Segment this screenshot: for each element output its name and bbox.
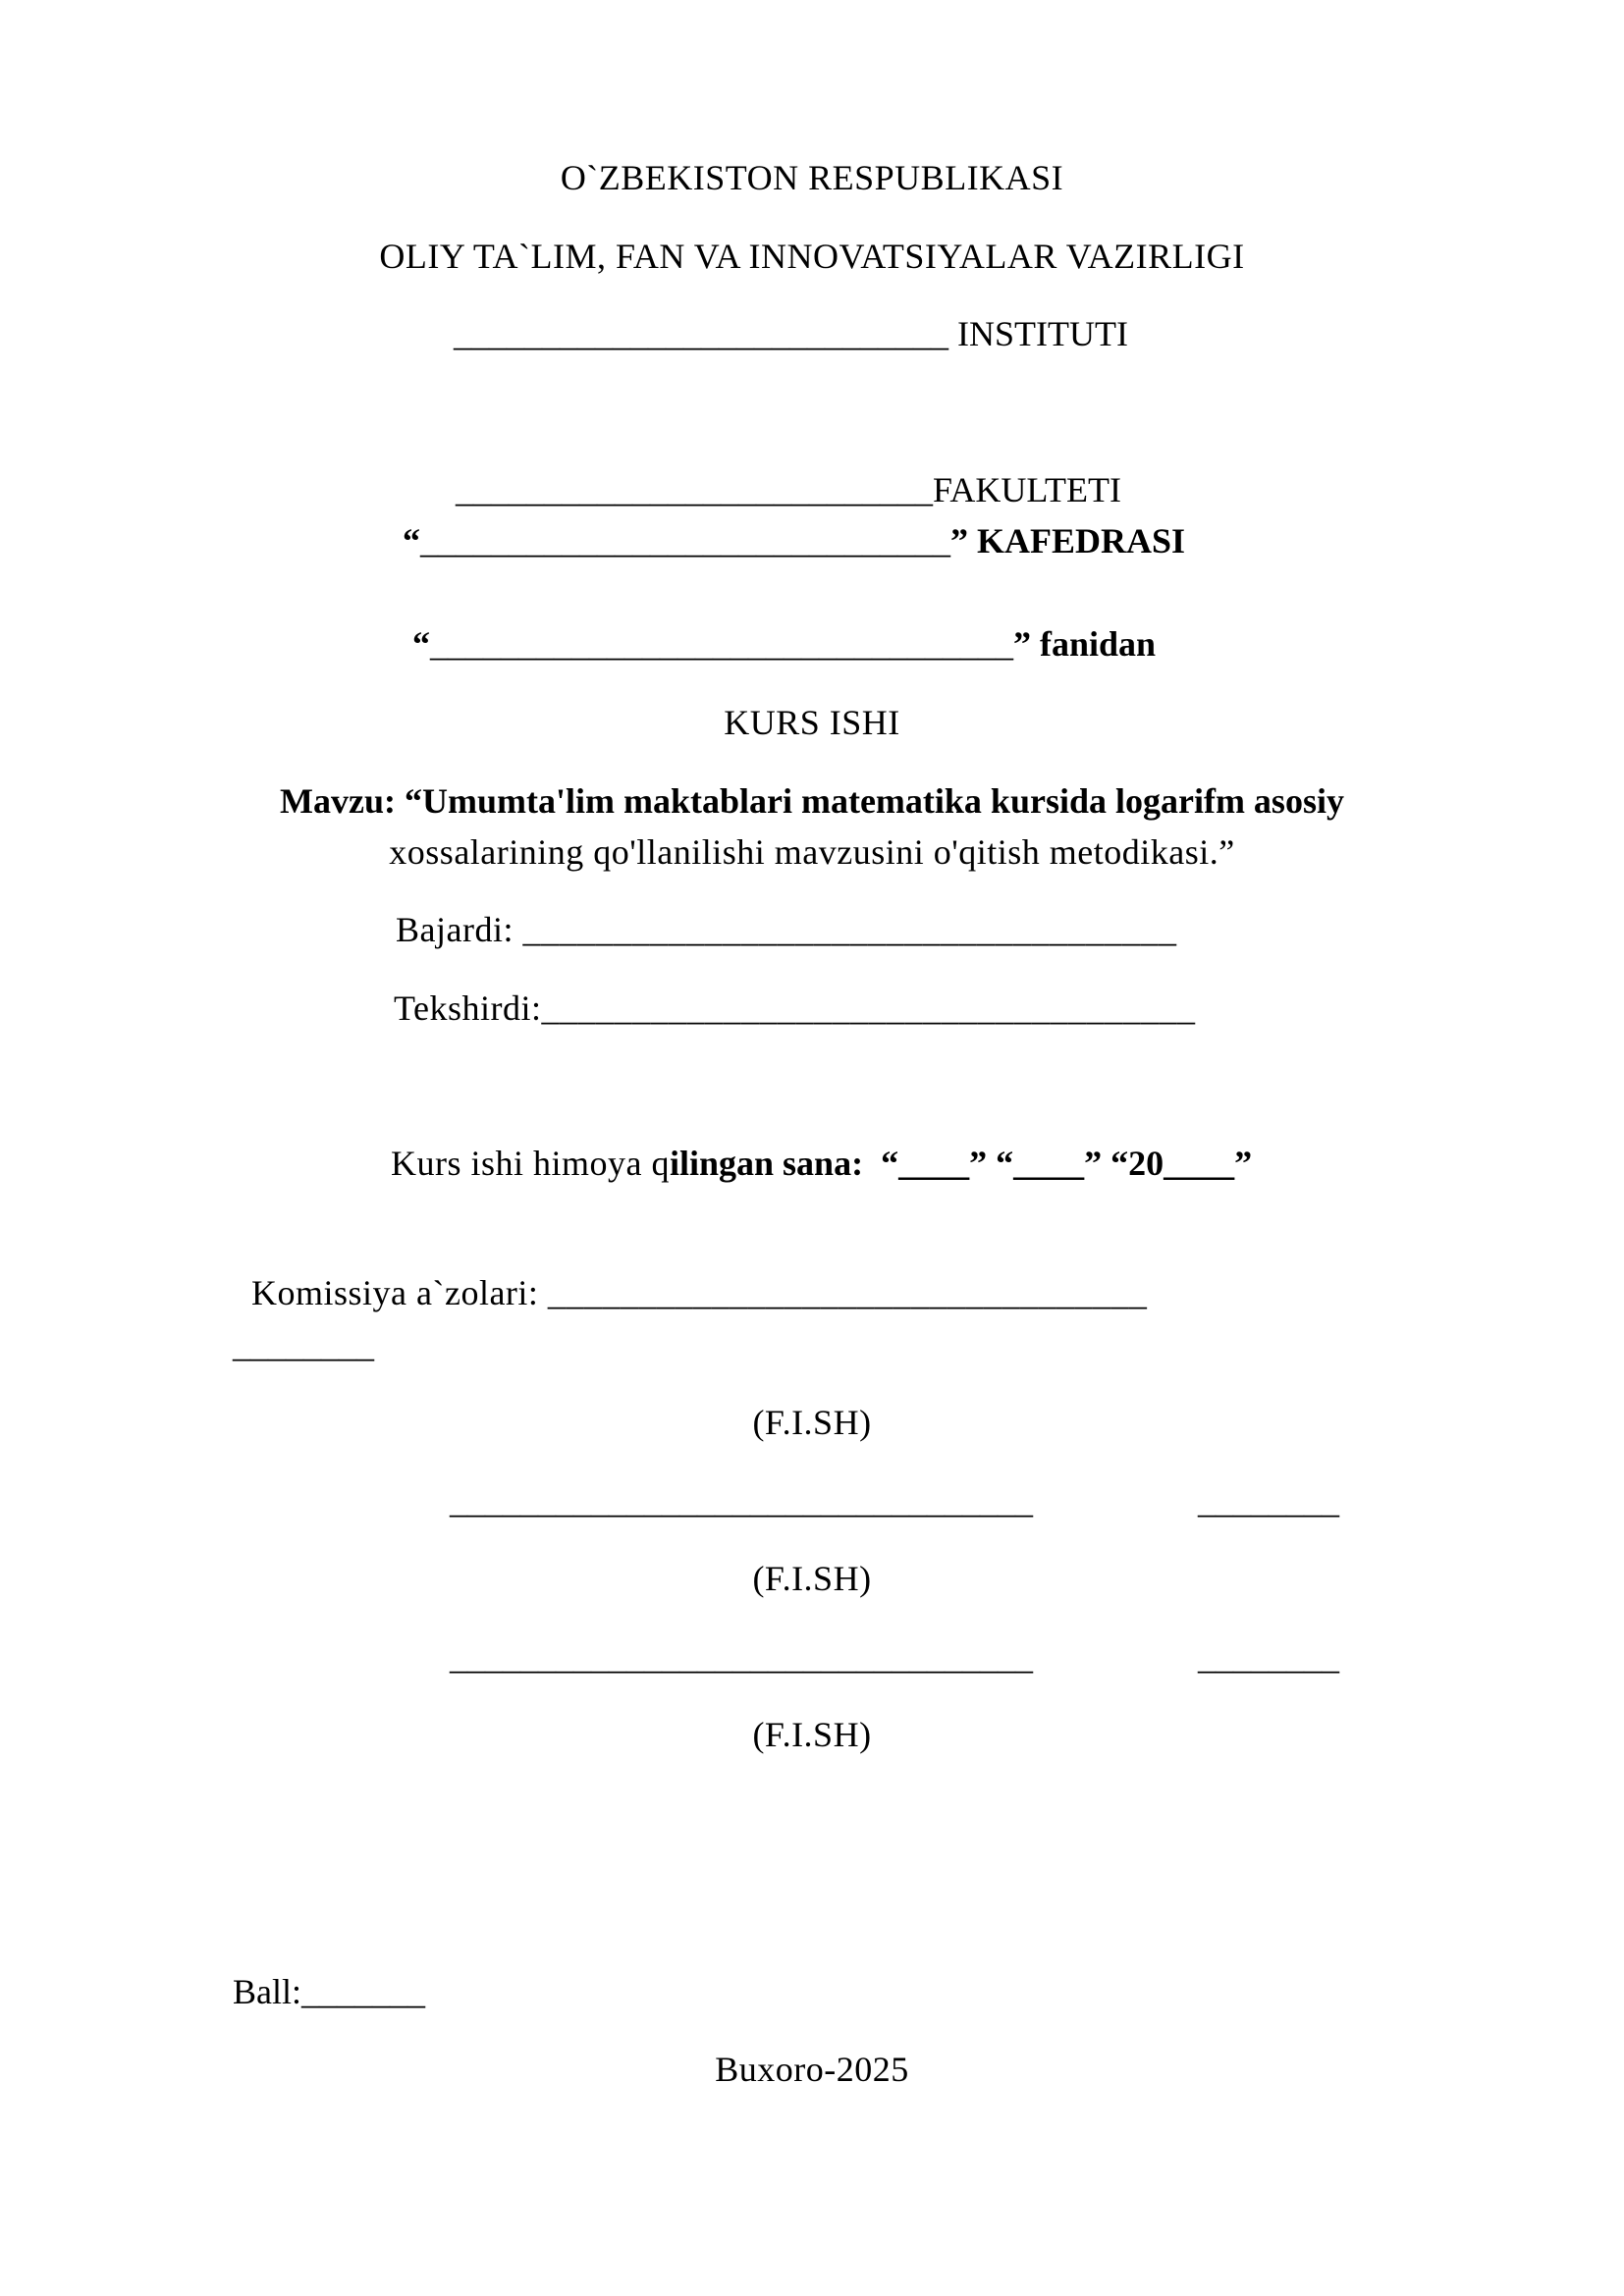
institute-blank: ____________________________ xyxy=(454,314,957,353)
score-blank: _______ xyxy=(301,1972,425,2011)
subject-line xyxy=(412,626,1156,662)
subject-open-quote: “ xyxy=(412,624,430,664)
signature-sign-blank-3: ________ xyxy=(1198,1637,1339,1677)
signature-name-blank-2: _________________________________ xyxy=(450,1481,1033,1521)
faculty-line xyxy=(456,472,1121,507)
department-line xyxy=(403,523,1185,559)
topic-line-2: xossalarining qo'llanilishi mavzusini o'qitish metodikasi.” xyxy=(389,832,1235,872)
faculty-blank: ___________________________ xyxy=(456,470,933,509)
department-blank: ______________________________ xyxy=(420,521,950,561)
commission-line xyxy=(251,1275,1147,1310)
institute-label: INSTITUTI xyxy=(957,314,1128,353)
faculty-label: FAKULTETI xyxy=(933,470,1121,509)
commission-label: Komissiya a`zolari: xyxy=(251,1273,548,1312)
work-title: KURS ISHI xyxy=(724,703,900,742)
commission-continuation: ________ xyxy=(233,1325,374,1364)
defense-day: “____” xyxy=(863,1144,997,1183)
checked-by-label: Tekshirdi: xyxy=(394,988,542,1028)
signature-caption-2: (F.I.SH) xyxy=(752,1559,872,1598)
defense-month: “____” xyxy=(996,1144,1111,1183)
score-label: Ball: xyxy=(233,1972,301,2011)
performed-by-line xyxy=(396,912,1176,947)
topic-title-bold: “Umumta'lim maktablari matematika kursida logarifm asosiy xyxy=(404,781,1344,821)
subject-blank: _________________________________ xyxy=(430,624,1013,664)
defense-date-label-bold: ilingan sana: xyxy=(670,1144,864,1183)
defense-year: “20____” xyxy=(1110,1144,1253,1183)
republic-title: O`ZBEKISTON RESPUBLIKASI xyxy=(560,158,1064,197)
subject-label: ” fanidan xyxy=(1013,624,1157,664)
checked-by-blank: ____________________________________ xyxy=(541,988,1196,1028)
commission-blank: _________________________________ xyxy=(547,1273,1148,1312)
score-line xyxy=(233,1974,425,2009)
institute-line xyxy=(454,316,1128,351)
department-open-quote: “ xyxy=(403,521,420,561)
defense-date-line xyxy=(391,1146,1252,1181)
department-label: ” KAFEDRASI xyxy=(950,521,1186,561)
defense-date-label: Kurs ishi himoya q xyxy=(391,1144,670,1183)
signature-caption-1: (F.I.SH) xyxy=(752,1403,872,1442)
performed-by-blank: ____________________________________ xyxy=(522,910,1177,949)
performed-by-label: Bajardi: xyxy=(396,910,523,949)
signature-caption-3: (F.I.SH) xyxy=(752,1715,872,1754)
checked-by-line xyxy=(394,990,1195,1026)
ministry-title: OLIY TA`LIM, FAN VA INNOVATSIYALAR VAZIRLIGI xyxy=(379,237,1245,276)
signature-name-blank-3: _________________________________ xyxy=(450,1637,1033,1677)
topic-line-1 xyxy=(0,783,1624,819)
topic-label: Mavzu: xyxy=(280,781,405,821)
signature-sign-blank-2: ________ xyxy=(1198,1481,1339,1521)
city-year: Buxoro-2025 xyxy=(715,2050,909,2089)
